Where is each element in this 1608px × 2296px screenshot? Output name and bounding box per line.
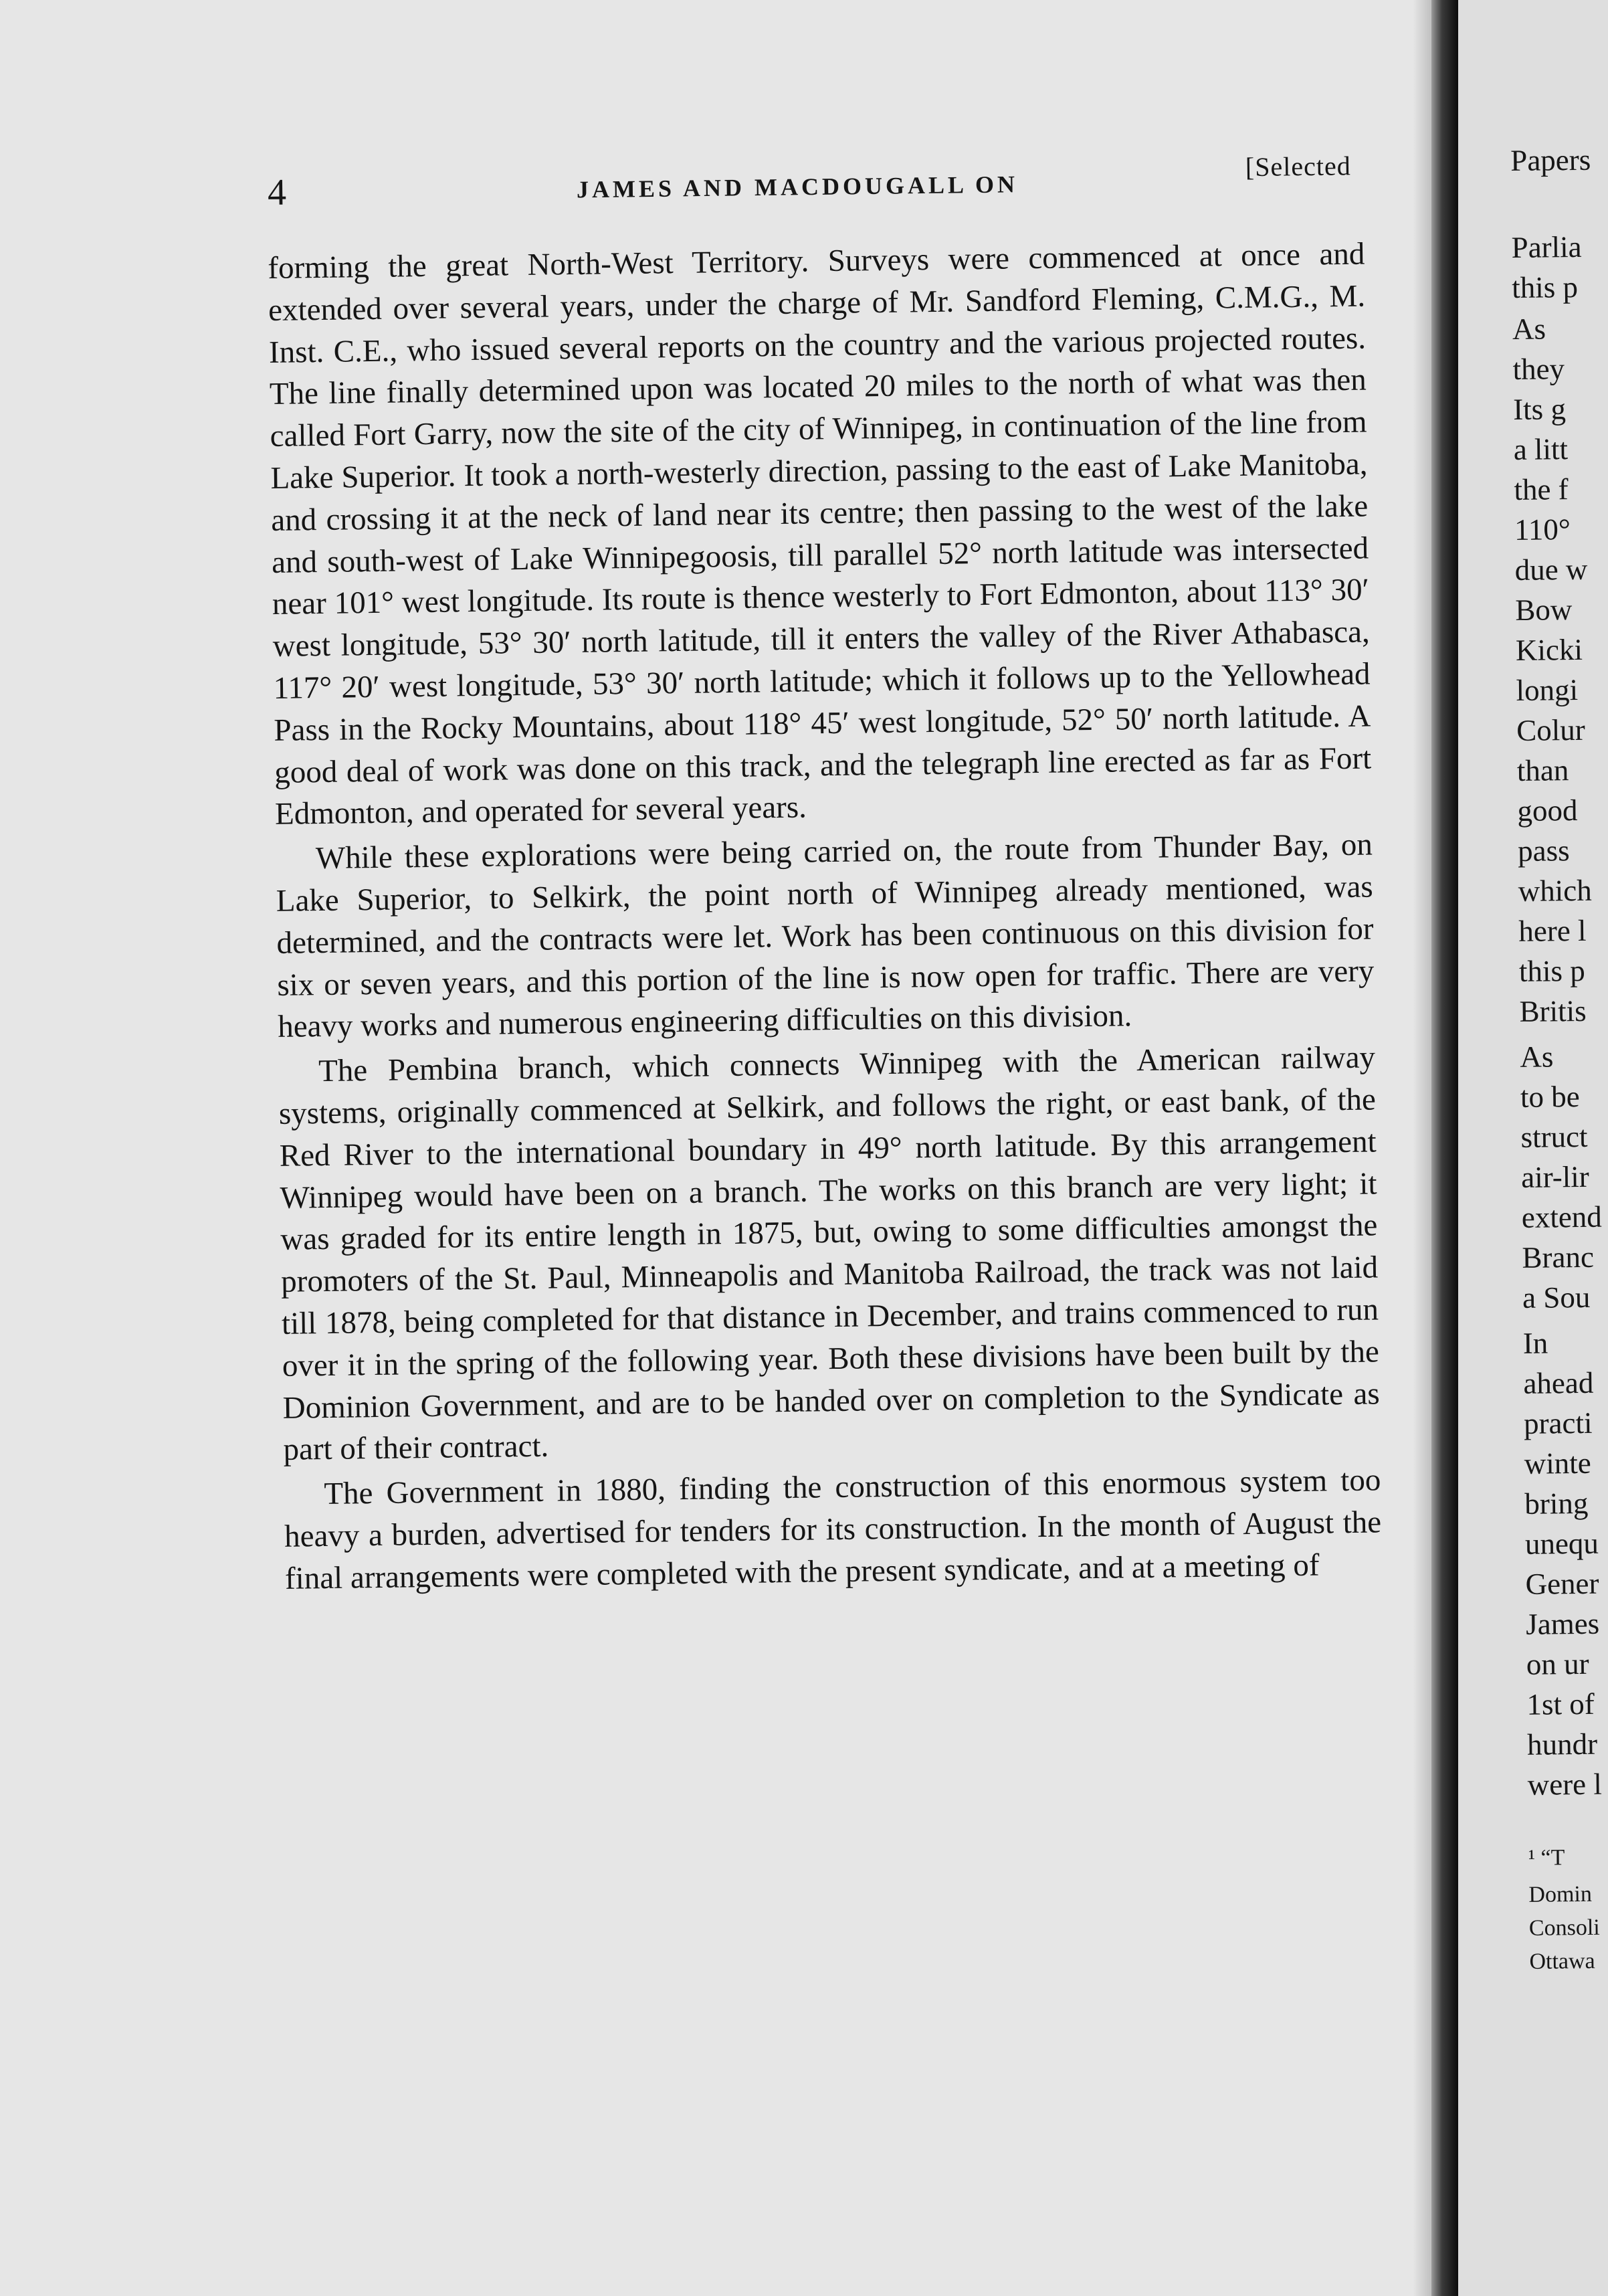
paragraph: forming the great North-West Territory. Surveys were commenced at once and extended over several years, under the charge of Mr. Sandford Fleming, C.M.G., M. Inst. C.E., who issued several reports on the country and the various projected routes. The line finally determined upon was located 20 miles to the north of what was then called Fort Garry, now the site of the city of Winnipeg, in continuation of the line from Lake Superior. It took a north-westerly direction, passing to the east of Lake Manitoba, and crossing it at the neck of land near its centre; then passing to the west of the lake and south-west of Lake Winnipegoosis, till parallel 52° north latitude was intersected near 101° west longitude. Its route is thence westerly to Fort Edmonton, about 113° 30′ west longitude, 53° 30′ north latitude, till it enters the valley of the River Athabasca, 117° 20′ west longitude, 53° 30′ north latitude; which it follows up to the Yellowhead Pass in the Rocky Mountains, about 118° 45′ west longitude, 52° 50′ north latitude. A good deal of work was done on this track, and the telegraph line erected as far as Fort Edmonton, and operated for several years. <box>268 236 1372 832</box>
paragraph: While these explorations were being carried on, the route from Thunder Bay, on Lake Superior, to Selkirk, the point north of Winnipeg already mentioned, was determined, and the contracts were let. Work has been continuous on this division for six or seven years, and this portion of the line is now open for traffic. There are very heavy works and numerous engineering difficulties on this division. <box>276 827 1375 1045</box>
paragraph: The Government in 1880, finding the construction of this enormous system too heavy a burden, advertised for tenders for its construction. In the month of August the final arrangements were completed with the present syndicate, and at a meeting of <box>284 1462 1382 1596</box>
right-page-line: pass <box>1517 834 1570 868</box>
right-page-line: unequ <box>1524 1526 1599 1561</box>
right-page-line: were l <box>1527 1767 1603 1802</box>
right-page-line: ahead <box>1523 1365 1594 1400</box>
right-page-line: Gener <box>1525 1566 1599 1601</box>
right-page-footnote-line: Domin <box>1528 1881 1593 1907</box>
right-page-line: to be <box>1520 1079 1580 1114</box>
right-page-line: Bow <box>1515 593 1573 627</box>
right-page-line: good <box>1517 793 1578 828</box>
right-page-footnote-line: Ottawa <box>1529 1948 1595 1974</box>
right-page-line: extend <box>1521 1200 1603 1234</box>
right-page-line: winte <box>1524 1446 1591 1480</box>
right-page-line: As <box>1520 1040 1554 1074</box>
body-text <box>268 233 1382 1600</box>
right-page-line: In <box>1522 1326 1548 1360</box>
right-page-line: they <box>1512 352 1565 386</box>
right-page-line: due w <box>1514 552 1588 587</box>
right-page-line: the f <box>1514 472 1569 506</box>
right-page-line: here l <box>1518 913 1587 948</box>
paragraph: The Pembina branch, which connects Winnipeg with the American railway systems, originally commenced at Selkirk, and follows the right, or east bank, of the Red River to the international boundary in 49° north latitude. By this arrangement Winnipeg would have been on a branch. The works on this branch are very light; it was graded for its entire length in 1875, but, owing to some difficulties amongst the promoters of the St. Paul, Minneapolis and Manitoba Railroad, the track was not laid till 1878, being completed for that distance in December, and trains commenced to run over it in the spring of the following year. Both these divisions have been built by the Dominion Government, and are to be handed over on completion to the Syndicate as part of their contract. <box>278 1040 1380 1468</box>
right-page-line: than <box>1516 753 1569 787</box>
right-page-line: Branc <box>1522 1240 1595 1274</box>
right-page-line: a litt <box>1513 432 1569 466</box>
right-page-line: Colur <box>1516 712 1585 747</box>
section-tag: [Selected <box>1245 151 1351 183</box>
right-page-line: Its g <box>1512 392 1567 426</box>
right-page-line: practi <box>1523 1406 1593 1440</box>
running-head: JAMES AND MACDOUGALL ON <box>576 171 1019 203</box>
right-page-line: a Sou <box>1522 1280 1591 1315</box>
right-page-line: air-lir <box>1520 1159 1589 1194</box>
page-number: 4 <box>267 171 287 213</box>
page-edge-shadow <box>1413 0 1433 2296</box>
right-page-line: As <box>1512 312 1546 346</box>
right-page-line: Kicki <box>1515 632 1583 667</box>
right-page-line: 1st of <box>1526 1687 1595 1721</box>
right-page-line: longi <box>1516 672 1579 707</box>
right-page-footnote-line: ¹ “T <box>1528 1845 1565 1871</box>
right-page-line: this p <box>1512 270 1579 304</box>
right-page-line: 110° <box>1514 512 1571 547</box>
right-page-line: Britis <box>1519 993 1587 1028</box>
right-page-line: on ur <box>1526 1646 1589 1681</box>
page-header <box>267 143 1351 223</box>
right-page-footnote-line: Consoli <box>1528 1915 1600 1941</box>
right-page-line: hundr <box>1526 1727 1598 1761</box>
right-page-line: struct <box>1520 1119 1588 1154</box>
book-gutter <box>1431 0 1458 2296</box>
right-page-line: this p <box>1518 953 1586 988</box>
right-page-line: James <box>1525 1606 1600 1641</box>
right-page-line: which <box>1518 873 1592 908</box>
right-page-line: bring <box>1524 1486 1589 1521</box>
right-page-line: Papers <box>1510 142 1591 177</box>
right-page-line: Parlia <box>1511 229 1582 264</box>
